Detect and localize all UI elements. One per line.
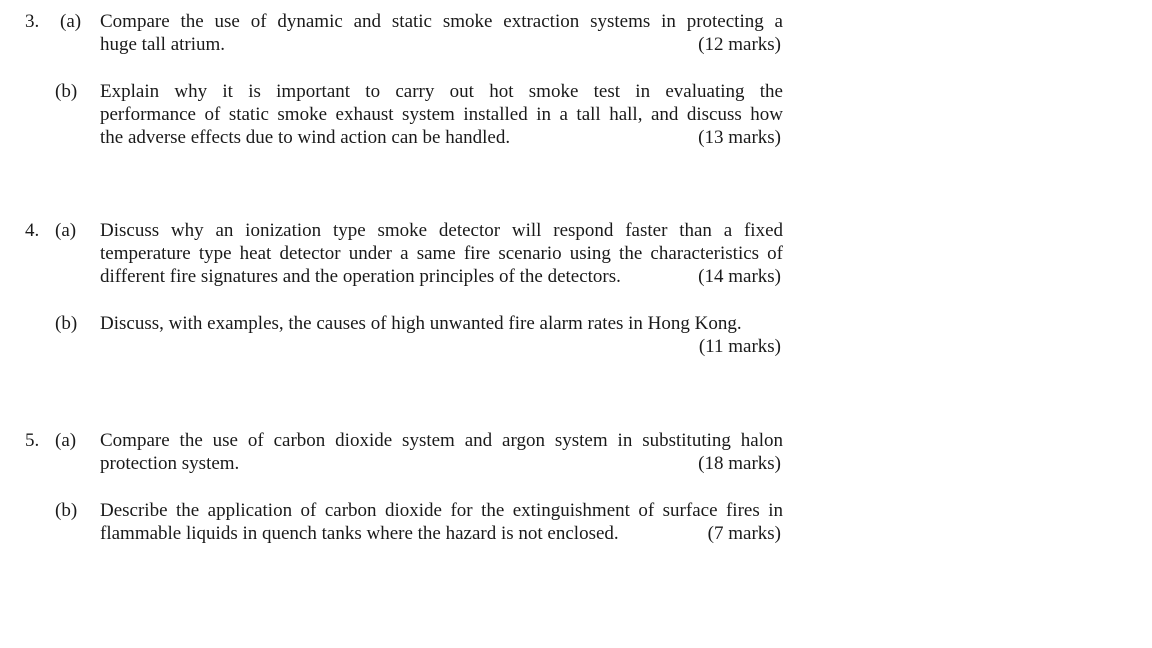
question-3a-line-2: [100, 33, 783, 56]
question-3a-marks: (12 marks): [698, 34, 781, 55]
question-3b-text: [100, 80, 783, 149]
question-4a-text: [100, 219, 783, 288]
question-5a-label: (a): [55, 430, 77, 451]
question-4a-line-3: [100, 265, 783, 288]
question-5b-line-2: [100, 522, 783, 545]
question-3b-line-3-text: the adverse effects due to wind action can be handled.: [100, 127, 511, 148]
question-3-number: 3.: [25, 11, 40, 32]
question-5b-label: (b): [55, 500, 78, 521]
question-4a-line-1: Discuss why an ionization type smoke detector will respond faster than a fixed: [100, 220, 783, 241]
question-5b-text: [100, 499, 783, 545]
question-4b-marks: (11 marks): [698, 336, 781, 357]
question-3a-line-1: Compare the use of dynamic and static smoke extraction systems in protecting a: [100, 11, 783, 32]
question-5-number: 5.: [25, 430, 40, 451]
question-3a-label: (a): [60, 11, 82, 32]
question-5b-line-1: Describe the application of carbon dioxide for the extinguishment of surface fires in: [100, 500, 783, 521]
question-3b-label: (b): [55, 81, 78, 102]
question-5a-line-2: [100, 452, 783, 475]
question-5a-text: [100, 429, 783, 475]
question-5a-line-1: Compare the use of carbon dioxide system and argon system in substituting halon: [100, 430, 783, 451]
question-5b-line-2-text: flammable liquids in quench tanks where the hazard is not enclosed.: [100, 523, 619, 544]
question-5a-line-2-text: protection system.: [100, 453, 240, 474]
question-3b-line-1: Explain why it is important to carry out hot smoke test in evaluating the: [100, 81, 783, 102]
question-3b-marks: (13 marks): [698, 127, 781, 148]
question-4b-text: [100, 312, 783, 358]
question-4b-label: (b): [55, 313, 78, 334]
question-3a-line-2-text: huge tall atrium.: [100, 34, 226, 55]
question-3a-text: [100, 10, 783, 56]
question-4b-line-1: Discuss, with examples, the causes of high unwanted fire alarm rates in Hong Kong.: [100, 313, 742, 334]
question-4a-label: (a): [55, 220, 77, 241]
question-5a-marks: (18 marks): [698, 453, 781, 474]
question-4-number: 4.: [25, 220, 40, 241]
question-4a-marks: (14 marks): [698, 266, 781, 287]
question-3b-line-3: [100, 126, 783, 149]
question-5b-marks: (7 marks): [707, 523, 781, 544]
question-4a-line-3-text: different fire signatures and the operation principles of the detectors.: [100, 266, 621, 287]
question-4a-line-2: temperature type heat detector under a same fire scenario using the characteristics of: [100, 243, 783, 264]
question-3b-line-2: performance of static smoke exhaust system installed in a tall hall, and discuss how: [100, 104, 783, 125]
